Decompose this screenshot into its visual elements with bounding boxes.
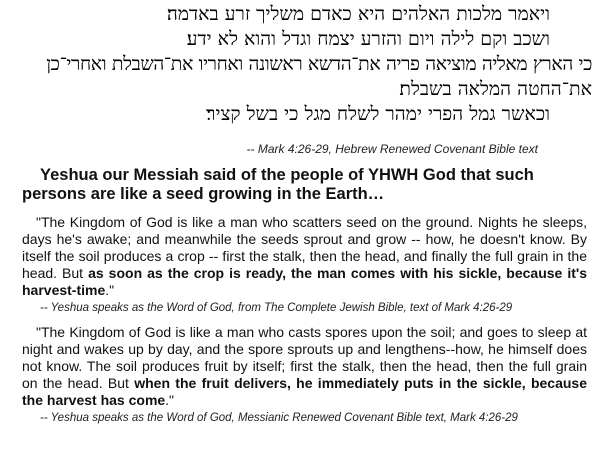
quote2-end: ."	[165, 392, 175, 408]
quote2-plain: "The Kingdom of God is like a man who casts spores upon the soil; and goes to sleep at night and wakes up by day, and the spore sprouts up and lengthens--how, he himself does not know. The soil produces fruit by itself; first the stalk, then the head, then the full grain on the head. But	[22, 324, 587, 391]
heading-line-2: persons are like a seed growing in the Earth…	[22, 185, 385, 203]
hebrew-citation: -- Mark 4:26-29, Hebrew Renewed Covenant Bible text	[246, 142, 538, 156]
hebrew-line-2: ושכב וקם לילה ויום והזרע יצמח וגדל והוא לא ידע׃	[186, 28, 550, 50]
quote-renewed-covenant	[22, 324, 587, 409]
quote1-bold: as soon as the crop is ready, the man comes with his sickle, because it's harvest-time	[22, 265, 588, 298]
hebrew-line-5: וכאשר גמל הפרי ימהר לשלח מגל כי בשל קציר׃	[206, 103, 550, 125]
hebrew-line-3: כי הארץ מאליה מוציאה פריה את־הדשא ראשונה ואחריו את־השבלת ואחרי־כן	[46, 53, 592, 75]
quote2-bold: when the fruit delivers, he immediately puts in the sickle, because the harvest has come	[22, 375, 588, 408]
quote1-attribution: -- Yeshua speaks as the Word of God, from The Complete Jewish Bible, text of Mark 4:26-29	[40, 302, 513, 314]
quote2-attribution: -- Yeshua speaks as the Word of God, Messianic Renewed Covenant Bible text, Mark 4:26-29	[40, 412, 518, 424]
hebrew-line-4: את־החטה המלאה בשבלת׃	[399, 78, 592, 100]
hebrew-passage	[0, 2, 600, 127]
heading-line-1: Yeshua our Messiah said of the people of YHWH God that such	[40, 166, 534, 184]
quote-complete-jewish-bible	[22, 214, 587, 299]
quote1-plain: "The Kingdom of God is like a man who scatters seed on the ground. Nights he sleeps, days he's awake; and meanwhile the seeds sprout and grow -- how, he doesn't know. By itself the soil produces a crop -- first the stalk, then the head, and finally the full grain in the head. But	[22, 214, 587, 281]
quote1-end: ."	[105, 282, 115, 298]
hebrew-line-1: ויאמר מלכות האלהים היא כאדם משליך זרע באדמה׃	[166, 3, 550, 25]
section-heading	[22, 166, 582, 204]
